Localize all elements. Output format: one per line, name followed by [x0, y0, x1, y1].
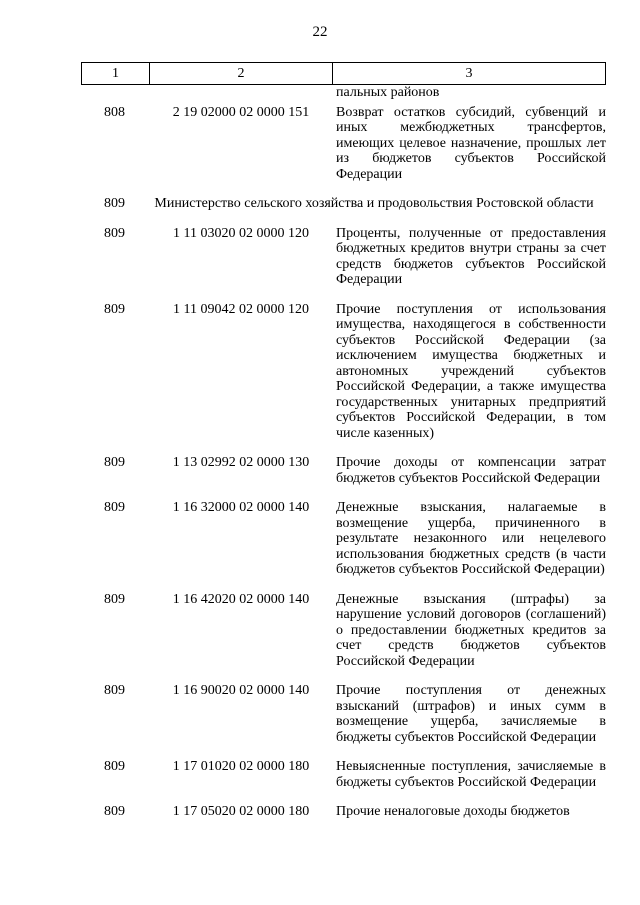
revenue-description: Прочие неналоговые доходы бюджетов: [336, 804, 570, 819]
revenue-description: Невыясненные поступления, зачисляемые в бюджеты субъектов Российской Федерации: [336, 759, 606, 790]
table-row: [81, 683, 606, 745]
revenue-description: Денежные взыскания (штрафы) за нарушение условий договоров (соглашений) о предоставлении бюджетных кредитов за счет средств бюджетов субъектов Российской Федерации: [336, 591, 606, 669]
table-row: [81, 759, 606, 790]
budget-classification-code: 1 16 32000 02 0000 140: [172, 500, 310, 515]
revenue-description: Прочие поступления от использования имущества, находящегося в собственности субъектов Российской Федерации (за исключением имущества бюджетных и автономных учреждений субъектов Российской Федерации, а также имущества государственных унитарных предприятий субъектов Российской Федерации, в том числе казенных): [336, 301, 606, 441]
budget-classification-code: 1 11 09042 02 0000 120: [173, 301, 309, 317]
page-number: 22: [312, 24, 328, 40]
table-row: [81, 500, 606, 578]
table-row: [81, 455, 606, 486]
header-col-2: 2: [150, 63, 333, 84]
budget-classification-code: 1 16 90020 02 0000 140: [172, 683, 310, 698]
table-row: [81, 592, 606, 670]
revenue-description: Проценты, полученные от предоставления бюджетных кредитов внутри страны за счет средств бюджетов субъектов Российской Федерации: [336, 225, 606, 287]
budget-classification-code: 1 16 42020 02 0000 140: [172, 591, 310, 607]
header-col-1: 1: [82, 63, 150, 84]
admin-code: 809: [104, 683, 125, 698]
table-row: [81, 105, 606, 183]
ministry-heading: Министерство сельского хозяйства и продовольствия Ростовской области: [154, 196, 594, 211]
revenue-description: Прочие поступления от денежных взысканий (штрафов) и иных сумм в возмещение ущерба, зачисляемые в бюджеты субъектов Российской Федерации: [336, 683, 606, 745]
budget-classification-code: 1 17 05020 02 0000 180: [172, 804, 310, 819]
budget-classification-code: 1 11 03020 02 0000 120: [173, 225, 309, 241]
revenue-description: Прочие доходы от компенсации затрат бюджетов субъектов Российской Федерации: [336, 455, 606, 486]
table-row: [81, 804, 606, 820]
continuation-text: пальных районов: [336, 85, 440, 100]
admin-code: 809: [104, 591, 125, 607]
revenue-description: Возврат остатков субсидий, субвенций и иных межбюджетных трансфертов, имеющих целевое назначение, прошлых лет из бюджетов субъектов Российской Федерации: [336, 104, 606, 182]
revenue-codes-table: [81, 62, 606, 820]
table-row-heading: [81, 196, 606, 212]
continuation-row: [81, 85, 606, 101]
admin-code: 809: [104, 196, 125, 211]
admin-code: 808: [104, 104, 125, 120]
budget-classification-code: 1 17 01020 02 0000 180: [172, 759, 310, 774]
revenue-description: Денежные взыскания, налагаемые в возмещение ущерба, причиненного в результате незаконного или нецелевого использования бюджетных средств (в части бюджетов субъектов Российской Федерации): [336, 500, 606, 577]
budget-classification-code: 1 13 02992 02 0000 130: [172, 455, 310, 470]
table-row: [81, 302, 606, 442]
admin-code: 809: [104, 455, 125, 470]
admin-code: 809: [104, 759, 125, 774]
admin-code: 809: [104, 225, 125, 241]
table-header: [81, 62, 606, 85]
table-row: [81, 226, 606, 288]
admin-code: 809: [104, 301, 125, 317]
budget-classification-code: 2 19 02000 02 0000 151: [172, 104, 310, 120]
admin-code: 809: [104, 500, 125, 515]
admin-code: 809: [104, 804, 125, 819]
header-col-3: 3: [465, 65, 473, 81]
